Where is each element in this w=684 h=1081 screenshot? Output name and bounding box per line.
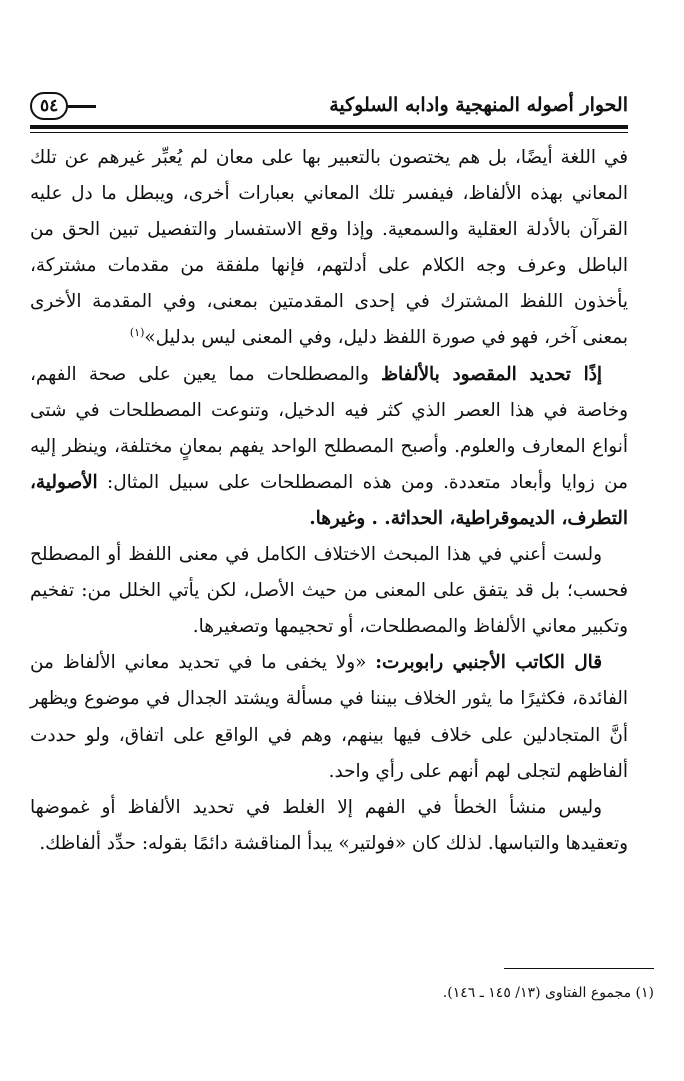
running-title: الحوار أصوله المنهجية وادابه السلوكية [329,94,628,116]
page-number-block [30,92,100,120]
page-number: ٥٤ [30,92,68,120]
paragraph-4-text: «ولا يخفى ما في تحديد معاني الألفاظ من الفائدة، فكثيرًا ما يثور الخلاف بيننا في مسألة ويشتد الجدال في موضوع ويظهر أنَّ المتجادلين على خلاف فيها بينهم، وهم في الواقع على اتفاق، ولو حددت ألفاظهم لتجلى لهم أنهم على رأي واحد. [30,652,628,782]
header-rule-thick [30,125,628,129]
paragraph-2-text: والمصطلحات مما يعين على صحة الفهم، وخاصة في هذا العصر الذي كثر فيه الدخيل، وتنوعت المصطلحات في شتى أنواع المعارف والعلوم. وأصبح المصطلح الواحد يفهم بمعانٍ مختلفة، وينظر إليه من زوايا وأبعاد متعددة. ومن هذه المصطلحات على سبيل المثال: [30,363,628,493]
footnote: (١) مجموع الفتاوى (١٣/ ١٤٥ ـ ١٤٦). [442,985,654,1001]
paragraph-1 [30,140,628,357]
paragraph-2-terms: الأصولية، التطرف، الديموقراطية، الحداثة. . وغيرها. [30,471,628,529]
footnote-separator [504,968,654,969]
main-text [30,140,628,862]
header-dash [68,105,96,108]
paragraph-3: ولست أعني في هذا المبحث الاختلاف الكامل في معنى اللفظ أو المصطلح فحسب؛ بل قد يتفق على المعنى من حيث الأصل، لكن يأتي الخلل من: تفخيم وتكبير معاني الألفاظ والمصطلحات، أو تحجيمها وتصغيرها. [30,544,628,638]
paragraph-4-lead: قال الكاتب الأجنبي رابوبرت: [375,652,602,674]
page-header [30,92,628,122]
paragraph-5: وليس منشأ الخطأ في الفهم إلا الغلط في تحديد الألفاظ أو غموضها وتعقيدها والتباسها. لذلك كان «فولتير» يبدأ المناقشة دائمًا بقوله: حدِّد ألفاظك. [30,796,628,854]
footnote-reference[interactable]: (١) [129,326,145,340]
paragraph-4 [30,645,628,789]
header-rule-thin [30,132,628,133]
paragraph-1-text: في اللغة أيضًا، بل هم يختصون بالتعبير بها على معان لم يُعبِّر غيرهم عن تلك المعاني بهذه الألفاظ، فيفسر تلك المعاني بعبارات أخرى، ويبطل ما دل عليه القرآن بالأدلة العقلية والسمعية. وإذا وقع الاستفسار والتفصيل تبين الحق من الباطل وعرف وجه الكلام على أدلتهم، فإنها ملفقة من مقدمات مشتركة، يأخذون اللفظ المشترك في إحدى المقدمتين بمعنى، وفي المقدمة الأخرى بمعنى آخر، فهو في صورة اللفظ دليل، وفي المعنى ليس بدليل» [30,147,628,349]
paragraph-2 [30,357,628,537]
paragraph-2-lead: إذًا تحديد المقصود بالألفاظ [381,363,602,385]
